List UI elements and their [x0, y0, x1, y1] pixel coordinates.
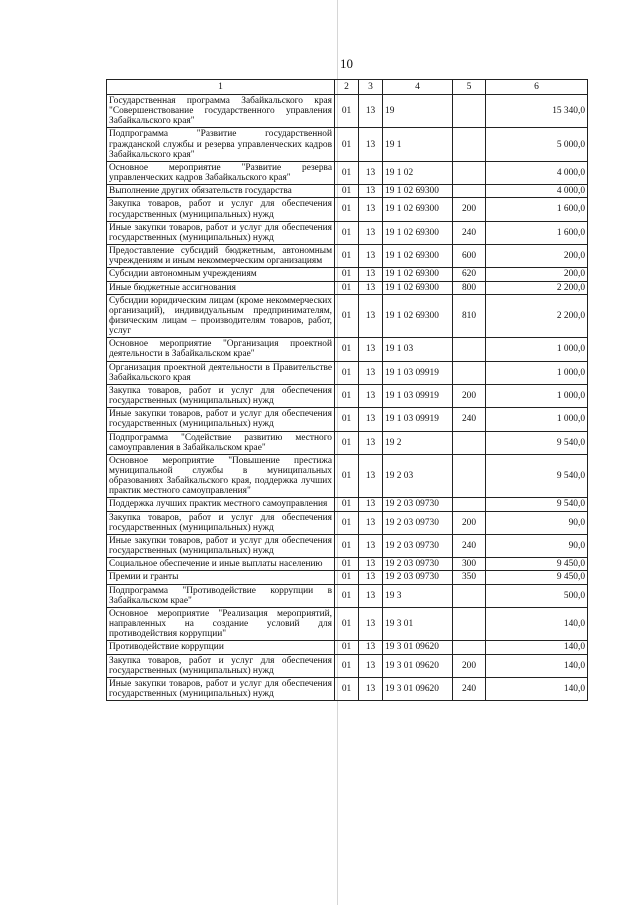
amount-cell: 5 000,0: [486, 128, 588, 161]
row-name-cell: Подпрограмма "Противодействие коррупции в Забайкальском крае": [107, 584, 335, 607]
subsection-cell: 13: [359, 128, 383, 161]
table-row: [107, 641, 588, 654]
row-name-cell: Субсидии юридическим лицам (кроме некоммерческих организаций), индивидуальным предпринимателям, физическим лицам – производителям товаров, работ, услуг: [107, 294, 335, 338]
row-name-cell: Иные закупки товаров, работ и услуг для обеспечения государственных (муниципальных) нужд: [107, 677, 335, 700]
expense-type-cell: 200: [453, 654, 486, 677]
amount-cell: 1 000,0: [486, 338, 588, 361]
table-row: [107, 584, 588, 607]
amount-cell: 1 000,0: [486, 384, 588, 407]
row-name-cell: Социальное обеспечение и иные выплаты населению: [107, 558, 335, 571]
subsection-cell: 13: [359, 677, 383, 700]
target-code-cell: 19 1 02 69300: [383, 185, 453, 198]
amount-cell: 140,0: [486, 607, 588, 640]
subsection-cell: 13: [359, 454, 383, 498]
subsection-cell: 13: [359, 361, 383, 384]
table-row: [107, 161, 588, 184]
table-row: [107, 534, 588, 557]
table-row: [107, 571, 588, 584]
section-cell: 01: [335, 454, 359, 498]
expense-type-cell: 200: [453, 511, 486, 534]
header-cell: 5: [453, 80, 486, 95]
section-cell: 01: [335, 677, 359, 700]
target-code-cell: 19 3: [383, 584, 453, 607]
table-row: [107, 294, 588, 338]
expense-type-cell: [453, 584, 486, 607]
table-row: [107, 338, 588, 361]
section-cell: 01: [335, 431, 359, 454]
section-cell: 01: [335, 281, 359, 294]
header-cell: 1: [107, 80, 335, 95]
expense-type-cell: 810: [453, 294, 486, 338]
section-cell: 01: [335, 408, 359, 431]
section-cell: 01: [335, 245, 359, 268]
amount-cell: 500,0: [486, 584, 588, 607]
table-row: [107, 185, 588, 198]
amount-cell: 1 000,0: [486, 408, 588, 431]
subsection-cell: 13: [359, 558, 383, 571]
row-name-cell: Основное мероприятие "Организация проектной деятельности в Забайкальском крае": [107, 338, 335, 361]
section-cell: 01: [335, 294, 359, 338]
expense-type-cell: 240: [453, 408, 486, 431]
expense-type-cell: 240: [453, 534, 486, 557]
section-cell: 01: [335, 185, 359, 198]
amount-cell: 1 000,0: [486, 361, 588, 384]
table-row: [107, 128, 588, 161]
target-code-cell: 19 1 03 09919: [383, 361, 453, 384]
amount-cell: 2 200,0: [486, 294, 588, 338]
table-row: [107, 361, 588, 384]
row-name-cell: Предоставление субсидий бюджетным, автономным учреждениям и иным некоммерческим организациям: [107, 245, 335, 268]
table-row: [107, 384, 588, 407]
row-name-cell: Основное мероприятие "Развитие резерва управленческих кадров Забайкальского края": [107, 161, 335, 184]
section-cell: 01: [335, 607, 359, 640]
amount-cell: 9 540,0: [486, 431, 588, 454]
table-row: [107, 245, 588, 268]
section-cell: 01: [335, 361, 359, 384]
amount-cell: 9 540,0: [486, 498, 588, 511]
target-code-cell: 19 2 03 09730: [383, 511, 453, 534]
amount-cell: 1 600,0: [486, 221, 588, 244]
subsection-cell: 13: [359, 198, 383, 221]
section-cell: 01: [335, 161, 359, 184]
subsection-cell: 13: [359, 511, 383, 534]
header-cell: 6: [486, 80, 588, 95]
expense-type-cell: [453, 95, 486, 128]
amount-cell: 90,0: [486, 534, 588, 557]
subsection-cell: 13: [359, 338, 383, 361]
expense-type-cell: [453, 361, 486, 384]
target-code-cell: 19 1 02 69300: [383, 221, 453, 244]
target-code-cell: 19 1 02 69300: [383, 245, 453, 268]
amount-cell: 200,0: [486, 245, 588, 268]
amount-cell: 2 200,0: [486, 281, 588, 294]
subsection-cell: 13: [359, 534, 383, 557]
subsection-cell: 13: [359, 408, 383, 431]
table-row: [107, 221, 588, 244]
table-row: [107, 454, 588, 498]
section-cell: 01: [335, 558, 359, 571]
row-name-cell: Иные закупки товаров, работ и услуг для обеспечения государственных (муниципальных) нужд: [107, 221, 335, 244]
target-code-cell: 19 3 01: [383, 607, 453, 640]
row-name-cell: Премии и гранты: [107, 571, 335, 584]
section-cell: 01: [335, 221, 359, 244]
row-name-cell: Иные закупки товаров, работ и услуг для обеспечения государственных (муниципальных) нужд: [107, 408, 335, 431]
target-code-cell: 19 1 02 69300: [383, 268, 453, 281]
target-code-cell: 19 1 03 09919: [383, 408, 453, 431]
amount-cell: 4 000,0: [486, 161, 588, 184]
expense-type-cell: 350: [453, 571, 486, 584]
amount-cell: 140,0: [486, 654, 588, 677]
subsection-cell: 13: [359, 654, 383, 677]
row-name-cell: Основное мероприятие "Реализация мероприятий, направленных на создание условий для противодействия коррупции": [107, 607, 335, 640]
expense-type-cell: 620: [453, 268, 486, 281]
amount-cell: 90,0: [486, 511, 588, 534]
expense-type-cell: [453, 338, 486, 361]
table-row: [107, 198, 588, 221]
amount-cell: 200,0: [486, 268, 588, 281]
target-code-cell: 19: [383, 95, 453, 128]
table-row: [107, 498, 588, 511]
target-code-cell: 19 3 01 09620: [383, 641, 453, 654]
table-row: [107, 677, 588, 700]
target-code-cell: 19 1 02 69300: [383, 281, 453, 294]
table-row: [107, 281, 588, 294]
target-code-cell: 19 1 03 09919: [383, 384, 453, 407]
section-cell: 01: [335, 641, 359, 654]
amount-cell: 1 600,0: [486, 198, 588, 221]
section-cell: 01: [335, 571, 359, 584]
section-cell: 01: [335, 654, 359, 677]
section-cell: 01: [335, 338, 359, 361]
target-code-cell: 19 2 03 09730: [383, 498, 453, 511]
expense-type-cell: [453, 161, 486, 184]
expense-type-cell: 200: [453, 198, 486, 221]
target-code-cell: 19 2 03 09730: [383, 534, 453, 557]
subsection-cell: 13: [359, 294, 383, 338]
header-cell: 3: [359, 80, 383, 95]
row-name-cell: Закупка товаров, работ и услуг для обеспечения государственных (муниципальных) нужд: [107, 654, 335, 677]
row-name-cell: Иные бюджетные ассигнования: [107, 281, 335, 294]
subsection-cell: 13: [359, 281, 383, 294]
budget-table: [106, 79, 588, 701]
expense-type-cell: 800: [453, 281, 486, 294]
subsection-cell: 13: [359, 641, 383, 654]
target-code-cell: 19 2 03 09730: [383, 571, 453, 584]
expense-type-cell: [453, 128, 486, 161]
expense-type-cell: 240: [453, 677, 486, 700]
target-code-cell: 19 1 02 69300: [383, 294, 453, 338]
row-name-cell: Противодействие коррупции: [107, 641, 335, 654]
target-code-cell: 19 2 03: [383, 454, 453, 498]
target-code-cell: 19 1 02 69300: [383, 198, 453, 221]
header-cell: 2: [335, 80, 359, 95]
amount-cell: 140,0: [486, 641, 588, 654]
table-row: [107, 408, 588, 431]
section-cell: 01: [335, 95, 359, 128]
expense-type-cell: [453, 607, 486, 640]
table-row: [107, 558, 588, 571]
subsection-cell: 13: [359, 431, 383, 454]
row-name-cell: Закупка товаров, работ и услуг для обеспечения государственных (муниципальных) нужд: [107, 198, 335, 221]
expense-type-cell: 600: [453, 245, 486, 268]
subsection-cell: 13: [359, 161, 383, 184]
table-row: [107, 268, 588, 281]
section-cell: 01: [335, 198, 359, 221]
row-name-cell: Государственная программа Забайкальского края "Совершенствование государственного управления Забайкальского края": [107, 95, 335, 128]
section-cell: 01: [335, 534, 359, 557]
expense-type-cell: [453, 498, 486, 511]
table-row: [107, 511, 588, 534]
subsection-cell: 13: [359, 584, 383, 607]
section-cell: 01: [335, 128, 359, 161]
amount-cell: 9 450,0: [486, 558, 588, 571]
subsection-cell: 13: [359, 268, 383, 281]
section-cell: 01: [335, 498, 359, 511]
row-name-cell: Иные закупки товаров, работ и услуг для обеспечения государственных (муниципальных) нужд: [107, 534, 335, 557]
expense-type-cell: [453, 431, 486, 454]
section-cell: 01: [335, 584, 359, 607]
table-row: [107, 431, 588, 454]
subsection-cell: 13: [359, 95, 383, 128]
page-number: 10: [340, 56, 353, 71]
row-name-cell: Основное мероприятие "Повышение престижа муниципальной службы в муниципальных образованиях Забайкальского края, поддержка лучших практик местного самоуправления": [107, 454, 335, 498]
table-row: [107, 654, 588, 677]
table-row: [107, 95, 588, 128]
section-cell: 01: [335, 511, 359, 534]
target-code-cell: 19 1 02: [383, 161, 453, 184]
row-name-cell: Подпрограмма "Содействие развитию местного самоуправления в Забайкальском крае": [107, 431, 335, 454]
subsection-cell: 13: [359, 384, 383, 407]
expense-type-cell: [453, 641, 486, 654]
subsection-cell: 13: [359, 245, 383, 268]
target-code-cell: 19 3 01 09620: [383, 654, 453, 677]
amount-cell: 4 000,0: [486, 185, 588, 198]
row-name-cell: Закупка товаров, работ и услуг для обеспечения государственных (муниципальных) нужд: [107, 511, 335, 534]
amount-cell: 9 450,0: [486, 571, 588, 584]
amount-cell: 140,0: [486, 677, 588, 700]
expense-type-cell: [453, 185, 486, 198]
expense-type-cell: 300: [453, 558, 486, 571]
row-name-cell: Поддержка лучших практик местного самоуправления: [107, 498, 335, 511]
table-body: [107, 95, 588, 701]
subsection-cell: 13: [359, 221, 383, 244]
row-name-cell: Субсидии автономным учреждениям: [107, 268, 335, 281]
amount-cell: 9 540,0: [486, 454, 588, 498]
expense-type-cell: 200: [453, 384, 486, 407]
row-name-cell: Подпрограмма "Развитие государственной гражданской службы и резерва управленческих кадров Забайкальского края": [107, 128, 335, 161]
subsection-cell: 13: [359, 185, 383, 198]
expense-type-cell: 240: [453, 221, 486, 244]
subsection-cell: 13: [359, 571, 383, 584]
section-cell: 01: [335, 384, 359, 407]
target-code-cell: 19 1 03: [383, 338, 453, 361]
row-name-cell: Закупка товаров, работ и услуг для обеспечения государственных (муниципальных) нужд: [107, 384, 335, 407]
target-code-cell: 19 3 01 09620: [383, 677, 453, 700]
expense-type-cell: [453, 454, 486, 498]
subsection-cell: 13: [359, 498, 383, 511]
table-row: [107, 607, 588, 640]
section-cell: 01: [335, 268, 359, 281]
target-code-cell: 19 2 03 09730: [383, 558, 453, 571]
subsection-cell: 13: [359, 607, 383, 640]
row-name-cell: Выполнение других обязательств государства: [107, 185, 335, 198]
amount-cell: 15 340,0: [486, 95, 588, 128]
header-cell: 4: [383, 80, 453, 95]
target-code-cell: 19 2: [383, 431, 453, 454]
table-header-row: [107, 80, 588, 95]
row-name-cell: Организация проектной деятельности в Правительстве Забайкальского края: [107, 361, 335, 384]
target-code-cell: 19 1: [383, 128, 453, 161]
